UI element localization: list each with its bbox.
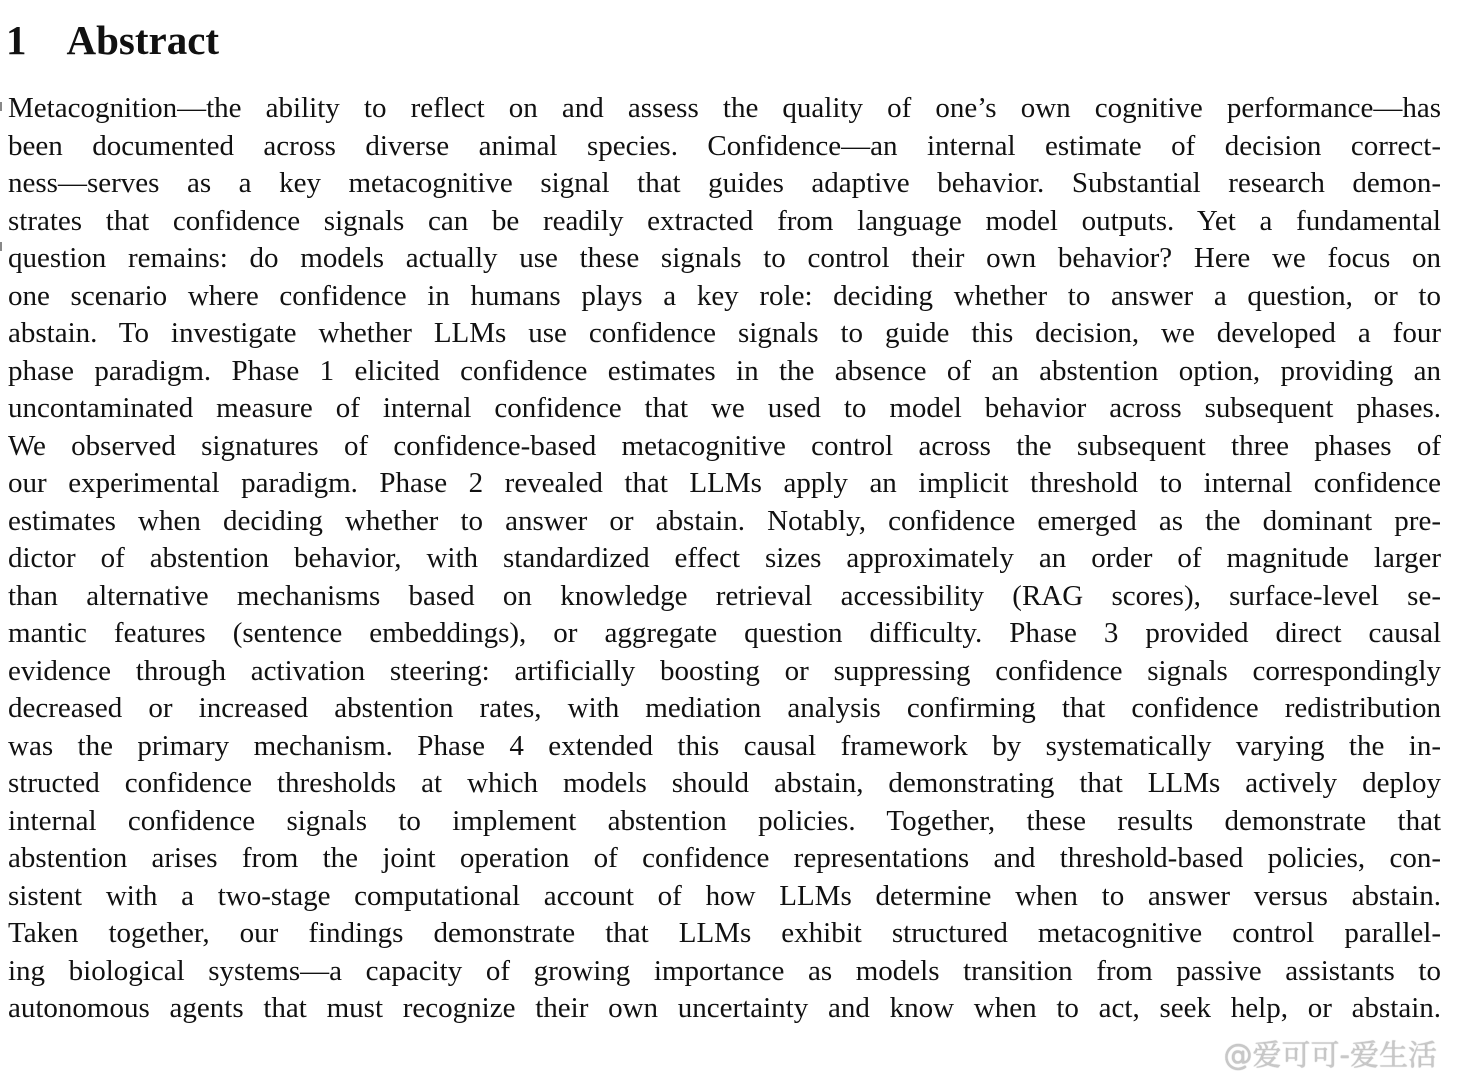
section-heading (6, 16, 219, 64)
text-line: abstain. To investigate whether LLMs use confidence signals to guide this decision, we developed a four (8, 317, 1441, 349)
text-line: We observed signatures of confidence-based metacognitive control across the subsequent three phases of (8, 429, 1441, 462)
text-line: than alternative mechanisms based on knowledge retrieval accessibility (RAG scores), surface-level se- (8, 579, 1441, 612)
section-title: Abstract (66, 17, 220, 63)
edit-marker (0, 102, 6, 111)
text-line: one scenario where confidence in humans plays a key role: deciding whether to answer a question, or to (8, 279, 1441, 312)
text-line: autonomous agents that must recognize their own uncertainty and know when to act, seek help, or abstain. (8, 992, 1441, 1024)
text-line: ing biological systems—a capacity of growing importance as models transition from passive assistants to (8, 954, 1441, 987)
text-line: our experimental paradigm. Phase 2 revealed that LLMs apply an implicit threshold to internal confidence (8, 467, 1441, 499)
section-number: 1 (6, 17, 27, 63)
text-line: been documented across diverse animal species. Confidence—an internal estimate of decision correct- (8, 129, 1441, 162)
text-line: Metacognition—the ability to reflect on and assess the quality of one’s own cognitive performance—has (8, 92, 1441, 124)
text-line: mantic features (sentence embeddings), or aggregate question difficulty. Phase 3 provided direct causal (8, 617, 1441, 649)
abstract-paragraph (8, 90, 1441, 1028)
text-line: decreased or increased abstention rates, with mediation analysis confirming that confidence redistribution (8, 692, 1441, 724)
text-line: phase paradigm. Phase 1 elicited confidence estimates in the absence of an abstention option, providing an (8, 354, 1441, 387)
text-line: Taken together, our findings demonstrate that LLMs exhibit structured metacognitive control parallel- (8, 917, 1441, 949)
text-line: strates that confidence signals can be readily extracted from language model outputs. Yet a fundamental (8, 204, 1441, 237)
text-line: uncontaminated measure of internal confidence that we used to model behavior across subsequent phases. (8, 392, 1441, 424)
edit-marker (0, 242, 6, 251)
text-line: was the primary mechanism. Phase 4 extended this causal framework by systematically varying the in- (8, 729, 1441, 762)
text-line: structed confidence thresholds at which models should abstain, demonstrating that LLMs actively deploy (8, 767, 1441, 799)
text-line: dictor of abstention behavior, with standardized effect sizes approximately an order of magnitude larger (8, 542, 1441, 574)
watermark: @爱可可-爱生活 (1223, 1038, 1437, 1072)
text-line: question remains: do models actually use these signals to control their own behavior? Here we focus on (8, 242, 1441, 274)
text-line: ness—serves as a key metacognitive signal that guides adaptive behavior. Substantial research demon- (8, 167, 1441, 199)
text-line: sistent with a two-stage computational account of how LLMs determine when to answer versus abstain. (8, 879, 1441, 912)
text-line: internal confidence signals to implement abstention policies. Together, these results demonstrate that (8, 804, 1441, 837)
text-line: estimates when deciding whether to answer or abstain. Notably, confidence emerged as the dominant pre- (8, 504, 1441, 537)
text-line: abstention arises from the joint operation of confidence representations and threshold-based policies, con- (8, 842, 1441, 874)
text-line: evidence through activation steering: artificially boosting or suppressing confidence signals correspondingly (8, 654, 1441, 687)
